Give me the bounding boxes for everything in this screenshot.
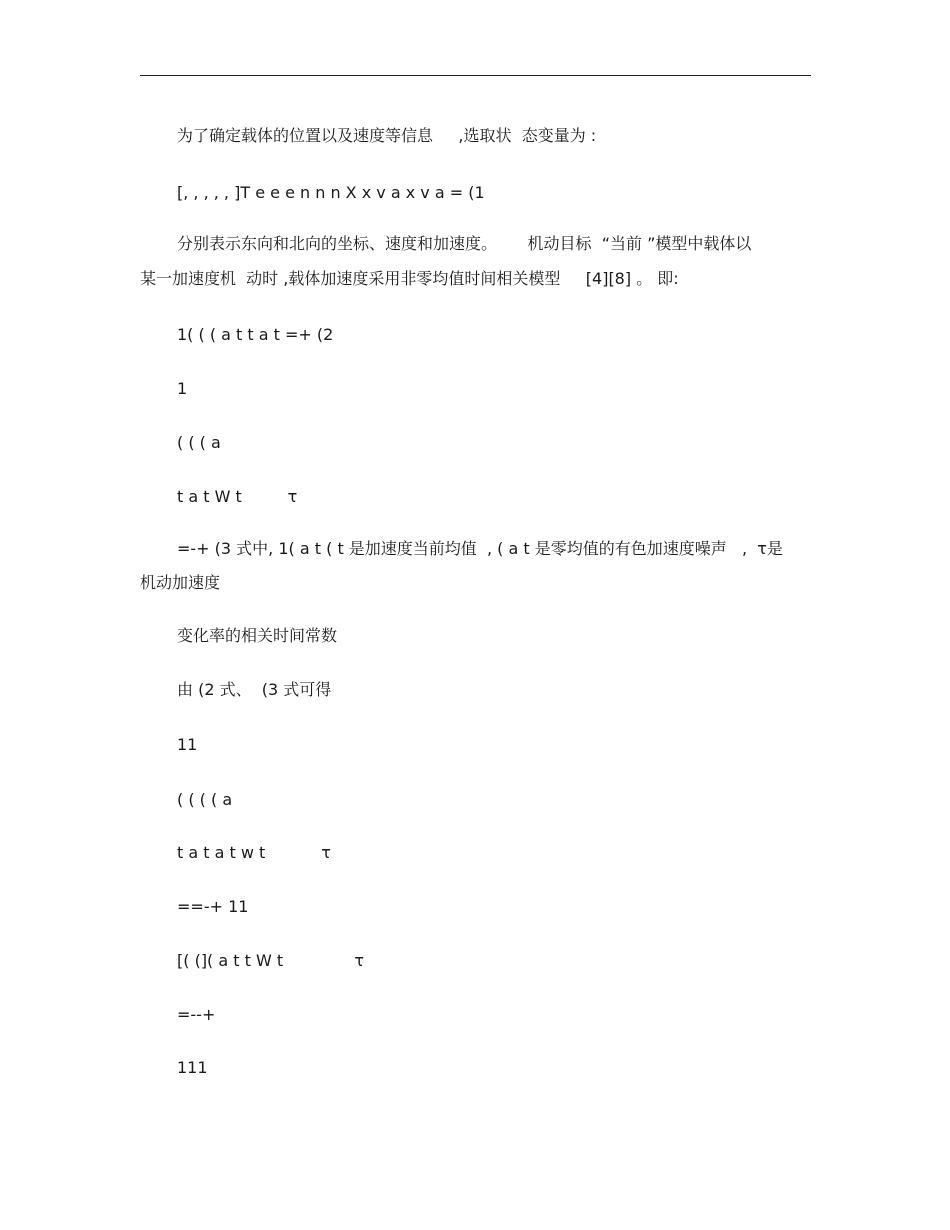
equation-fragment: ==-+ 11	[177, 897, 249, 916]
text-line-state-vector-intro: 为了确定载体的位置以及速度等信息 ,选取状 态变量为 :	[177, 126, 597, 145]
header-rule	[140, 75, 811, 76]
text-line-time-constant: 变化率的相关时间常数	[177, 626, 338, 645]
equation-fragment: ( ( ( ( a	[177, 790, 233, 809]
equation-fragment: [( (]( a t t W t τ	[177, 951, 365, 970]
equation-fragment: 11	[177, 735, 198, 754]
equation-fragment: t a t W t τ	[177, 487, 298, 506]
equation-fragment: 111	[177, 1058, 208, 1077]
equation-fragment: ( ( ( a	[177, 433, 221, 452]
equation-fragment: t a t a t w t τ	[177, 843, 331, 862]
text-line-maneuver-accel: 机动加速度	[140, 573, 221, 592]
text-line-model: 某一加速度机 动时 ,载体加速度采用非零均值时间相关模型 [4][8] 。 即:	[140, 269, 679, 288]
equation-1-line: [, , , , , ]T e e e n n n X x v a x v a = (1	[177, 183, 485, 202]
equation-fragment: 1	[177, 379, 188, 398]
text-line-derivation: 由 (2 式、 (3 式可得	[177, 680, 332, 699]
text-line-coordinates: 分别表示东向和北向的坐标、速度和加速度。 机动目标 “当前 ”模型中载体以	[177, 234, 752, 253]
equation-fragment: =--+	[177, 1005, 216, 1024]
equation-3-line: =-+ (3 式中, 1( a t ( t 是加速度当前均值 , ( a t 是零均值的有色加速度噪声 , τ是	[177, 539, 783, 558]
equation-2-line: 1( ( ( a t t a t =+ (2	[177, 325, 334, 344]
